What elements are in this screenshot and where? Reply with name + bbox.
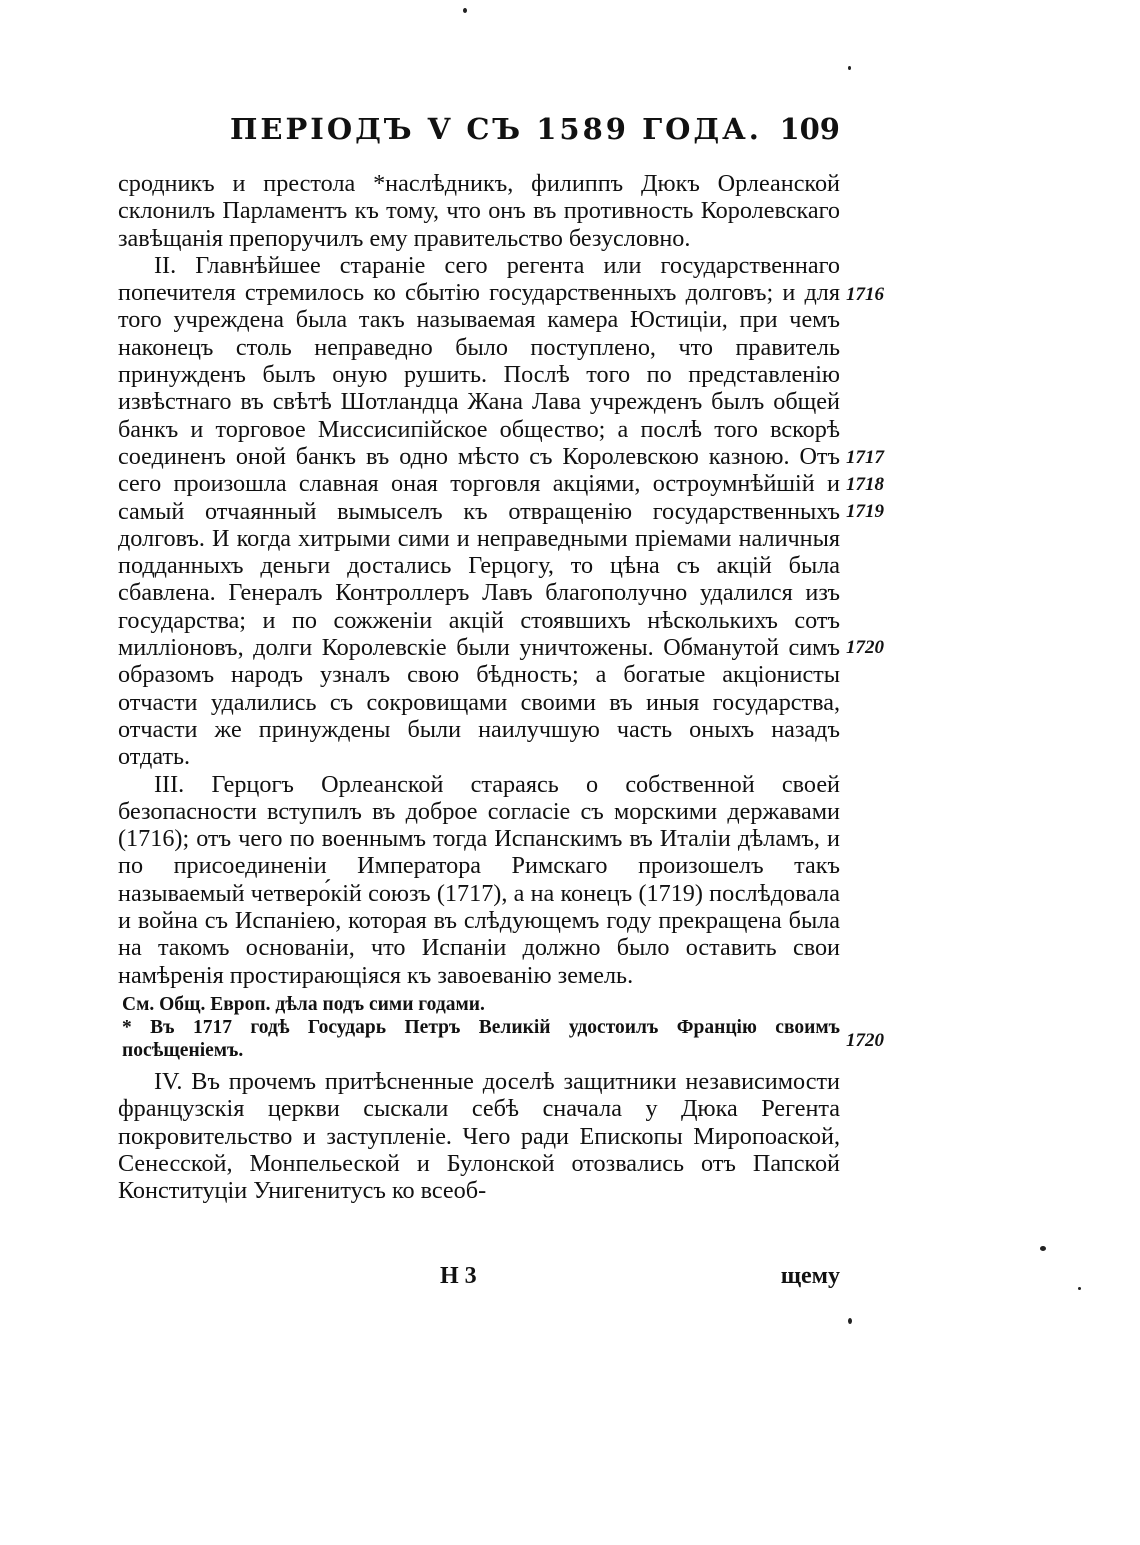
footnote-asterisk: * Въ 1717 годѣ Государь Петръ Великій удостоилъ Францію своимъ посѣщеніемъ. bbox=[122, 1016, 840, 1061]
paragraph-iii: III. Герцогъ Орлеанской стараясь о собственной своей безопасности вступилъ въ доброе согласіе съ морскими державами (1716); отъ чего по военнымъ тогда Испанскимъ въ Италіи дѣламъ, и по присоединеніи Императора Римскаго произошелъ такъ называемый четверо́кій союзъ (1717), а на конецъ (1719) послѣдовала и война съ Испаніею, которая въ слѣдующемъ году прекращена была на такомъ основаніи, что Испаніи должно было оставить свои намѣренія простирающіяся къ завоеванію земель. bbox=[118, 770, 840, 989]
body-text bbox=[118, 170, 840, 1204]
signature-mark: Н 3 bbox=[440, 1263, 477, 1289]
paragraph-iv: IV. Въ прочемъ притѣсненные доселѣ защитники независимости французскія церкви сыскали себѣ сначала у Дюка Регента покровительство и заступленіе. Чего ради Епископы Миропоаской, Сенесской, Монпельеской и Булонской отозвались отъ Папской Конституціи Унигенитусъ ко всеоб- bbox=[118, 1067, 840, 1205]
margin-year: 1720 bbox=[846, 1030, 884, 1051]
page-number: 109 bbox=[779, 112, 840, 146]
catchword: щему bbox=[780, 1263, 840, 1289]
paragraph-continuation: сродникъ и престола *наслѣдникъ, филиппъ Дюкъ Орлеанской склонилъ Парламентъ къ тому, что онъ въ противность Королевскаго завѣщанія препоручилъ ему правительство безусловно. bbox=[118, 170, 840, 252]
ink-speck bbox=[848, 1318, 852, 1324]
page-footer bbox=[118, 1263, 840, 1293]
ink-speck bbox=[1078, 1287, 1081, 1290]
footnote-reference: См. Общ. Европ. дѣла подъ сими годами. bbox=[122, 993, 485, 1015]
ink-speck bbox=[848, 66, 851, 70]
margin-year: 1719 bbox=[846, 501, 884, 522]
margin-year: 1720 bbox=[846, 637, 884, 658]
margin-year: 1718 bbox=[846, 474, 884, 495]
footnotes bbox=[118, 993, 840, 1062]
margin-year: 1716 bbox=[846, 284, 884, 305]
running-title: ПЕРІОДЪ V СЪ 1589 ГОДА. bbox=[230, 112, 762, 146]
margin-year: 1717 bbox=[846, 447, 884, 468]
ink-speck bbox=[1040, 1246, 1046, 1251]
page-header bbox=[180, 112, 840, 152]
paragraph-ii: II. Главнѣйшее стараніе сего регента или государственнаго попечителя стремилось ко сбытію государственныхъ долговъ; и для того учреждена была такъ называемая камера Юстиціи, при чемъ наконецъ столь неправедно было поступлено, что правитель принужденъ былъ оную рушить. Послѣ того по представленію извѣстнаго въ свѣтѣ Шотландца Жана Лава учрежденъ былъ общей банкъ и торговое Миссисипійское общество; а послѣ того вскорѣ соединенъ оной банкъ въ одно мѣсто съ Королевскою казною. Отъ сего произошла славная оная торговля акціями, остроумнѣйшій и самый отчаянный вымыселъ къ отвращенію государственныхъ долговъ. И когда хитрыми сими и неправедными пріемами наличныя подданныхъ деньги достались Герцогу, то цѣна съ акцій была сбавлена. Генералъ Контроллеръ Лавъ благополучно удалился изъ государства; и по сожженіи акцій стоявшихъ нѣсколькихъ сотъ милліоновъ, долги Королевскіе были уничтожены. Обманутой симъ образомъ народъ узналъ свою бѣдность; а богатые акціонисты отчасти удалились съ сокровищами своими въ иныя государства, отчасти же принуждены были наилучшую часть оныхъ назадъ отдать. bbox=[118, 251, 840, 771]
ink-speck bbox=[463, 8, 467, 13]
